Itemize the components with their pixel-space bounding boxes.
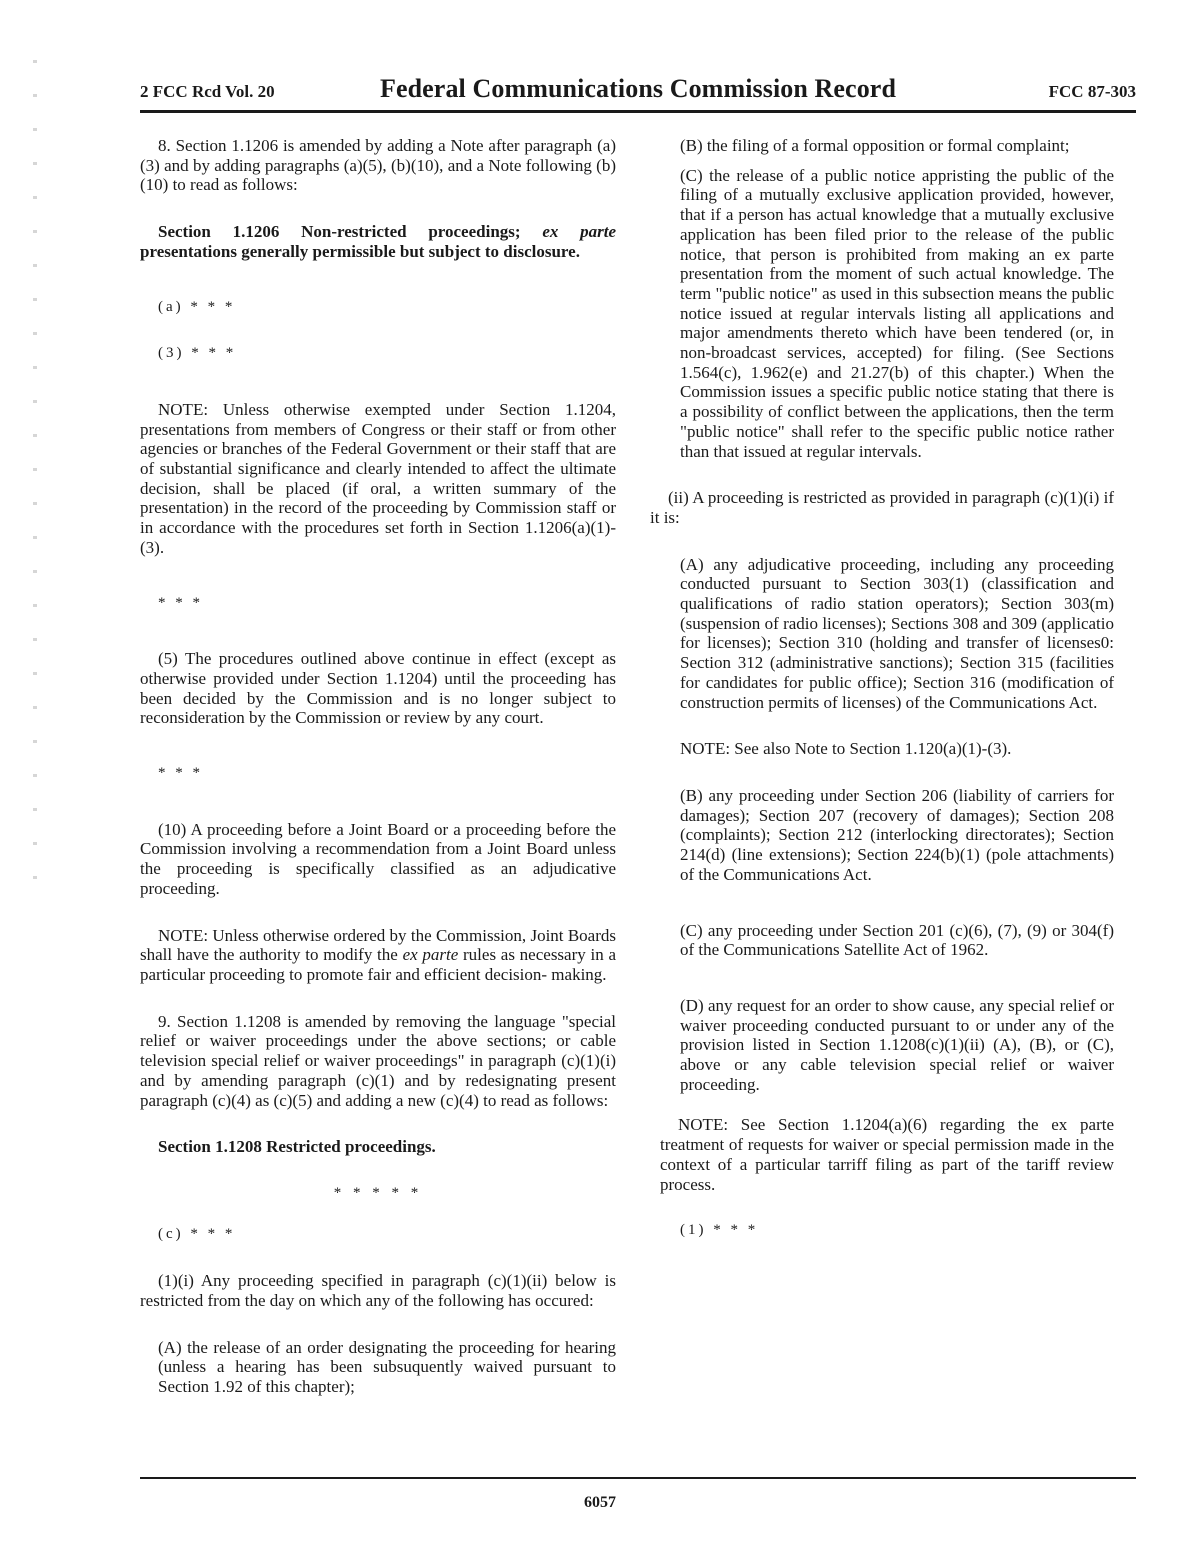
note-see-also: NOTE: See also Note to Section 1.120(a)(1)-(3).: [680, 739, 1012, 759]
note-congress: NOTE: Unless otherwise exempted under Section 1.1204, presentations from members of Congress or their staff or from other agencies or branches of the Federal Government or their staff that are of substantial significance and clearly intended to affect the ultimate decision, shall be placed (if oral, a written summary of the presentation) in the record of the proceeding by Commission staff or in accordance with the procedures set forth in Section 1.1206(a)(1)-(3).: [140, 399, 616, 557]
note-tariff: NOTE: See Section 1.1204(a)(6) regarding the ex parte treatment of requests for waiver or special permission made in the context of a particular tarriff filing as part of the tariff review process.: [660, 1115, 1114, 1194]
paragraph-b10: (10) A proceeding before a Joint Board or a proceeding before the Commission involving a recommendation from a Joint Board unless the proceeding is specifically classified as an adjudicative proceeding.: [140, 819, 616, 898]
a-stars: (a) * * *: [158, 298, 236, 315]
left-column: [140, 136, 616, 1397]
section-1208-heading: Section 1.1208 Restricted proceedings.: [158, 1137, 436, 1157]
c-stars: (c) * * *: [158, 1225, 236, 1242]
section-1206-heading: Section 1.1206 Non-restricted proceedings; ex parte presentations generally permissible but subject to disclosure.: [140, 222, 616, 261]
header-rule: [140, 110, 1136, 113]
scan-margin-marks: [33, 60, 37, 900]
paragraph-c1i-A: (A) the release of an order designating the proceeding for hearing (unless a hearing has been subsuquently waived pursuant to Section 1.92 of this chapter);: [158, 1337, 616, 1397]
paragraph-c1ii-A: (A) any adjudicative proceeding, including any proceeding conducted pursuant to Section 303(1) (classification and qualifications of radio station operators); Section 303(m) (suspension of radio licenses); Sections 308 and 309 (applicatio for licenses); Section 310 (holding and transfer of licenses0: Section 312 (administrative sanctions); Section 315 (facilities for candidates for public office); Section 316 (modification of construction permits of licenses) of the Communications Act.: [680, 554, 1114, 712]
volume-label: 2 FCC Rcd Vol. 20: [140, 82, 275, 101]
five-stars: * * * * *: [333, 1184, 423, 1201]
stars-separator: * * *: [158, 594, 203, 611]
stars-separator: * * *: [158, 765, 203, 782]
paragraph-8: 8. Section 1.1206 is amended by adding a Note after paragraph (a)(3) and by adding paragraphs (a)(5), (b)(10), and a Note following (b)(10) to read as follows:: [140, 136, 616, 195]
note-joint-boards: NOTE: Unless otherwise ordered by the Commission, Joint Boards shall have the authority to modify the ex parte rules as necessary in a particular proceeding to promote fair and efficient decision- making.: [140, 925, 616, 984]
paragraph-c1ii-B: (B) any proceeding under Section 206 (liability of carriers for damages); Section 207 (recovery of damages); Section 208 (complaints); Section 212 (interlocking directorates); Section 214(d) (line extensions); Section 224(b)(1) (pole attachments) of the Communications Act.: [680, 785, 1114, 884]
paragraph-c1i-C: (C) the release of a public notice appristing the public of the filing of a mutually exclusive application provided, however, that if a person has actual knowledge that a mutually exclusive application has been filed prior to the release of the public notice, that person is prohibited from making an ex parte presentation from the moment of such actual knowledge. The term "public notice" as used in this subsection means the public notice issued at regular intervals listing all applications and major amendments thereto which have been tendered (or, in non-broadcast services, accepted) for filing. (See Sections 1.564(c), 1.962(e) and 21.27(b) of this chapter.) When the Commission issues a specific public notice stating that there is a possibility of conflict between the applications, then the term "public notice" shall refer to the specific public notice rather than that issued at regular intervals.: [680, 165, 1114, 461]
footer-rule: [140, 1477, 1136, 1479]
page-header: [140, 74, 1136, 108]
paragraph-c1ii: (ii) A proceeding is restricted as provided in paragraph (c)(1)(i) if it is:: [650, 488, 1114, 527]
paragraph-c1ii-C: (C) any proceeding under Section 201 (c)(6), (7), (9) or 304(f) of the Communications Satellite Act of 1962.: [680, 920, 1114, 960]
publication-title: Federal Communications Commission Record: [379, 74, 896, 103]
paragraph-c1ii-D: (D) any request for an order to show cause, any special relief or waiver proceeding conducted pursuant to or under any of the provision listed in Section 1.1208(c)(1)(ii) (A), (B), or (C), above or any cable television special relief or waiver proceeding.: [680, 995, 1114, 1094]
one-stars: (1) * * *: [680, 1222, 759, 1239]
paragraph-c1i: (1)(i) Any proceeding specified in paragraph (c)(1)(ii) below is restricted from the day on which any of the following has occured:: [140, 1271, 616, 1311]
paragraph-c1i-B: (B) the filing of a formal opposition or formal complaint;: [680, 136, 1070, 155]
paragraph-9: 9. Section 1.1208 is amended by removing the language "special relief or waiver proceedings under the above sections; or cable television special relief or waiver proceedings" in paragraph (c)(1)(i) and by amending paragraph (c)(1) and by redesignating present paragraph (c)(4) as (c)(5) and adding a new (c)(4) to read as follows:: [140, 1011, 616, 1110]
page-number: 6057: [584, 1494, 616, 1511]
a3-stars: (3) * * *: [158, 345, 237, 362]
document-number: FCC 87-303: [1048, 82, 1136, 101]
right-column: [650, 136, 1114, 1241]
paragraph-a5: (5) The procedures outlined above continue in effect (except as otherwise provided under Section 1.1204) until the proceeding has been decided by the Commission and is no longer subject to reconsideration by the Commission or review by any court.: [140, 649, 616, 728]
